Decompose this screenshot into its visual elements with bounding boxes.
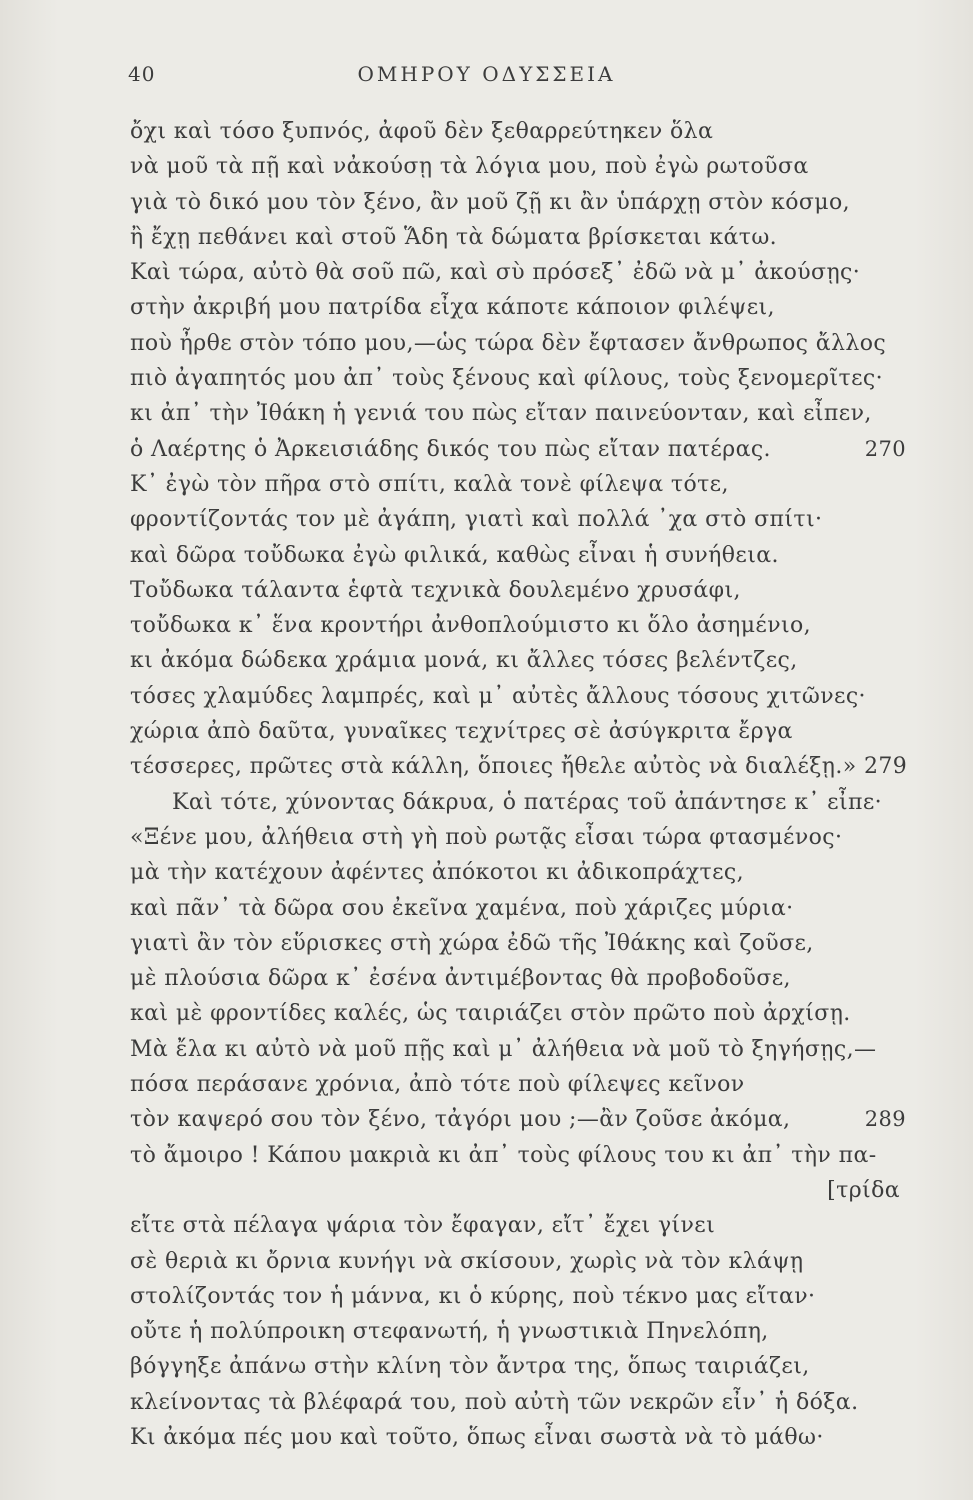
verse-text: καὶ δῶρα τοὔδωκα ἐγὼ φιλικά, καθὼς εἶναι ἡ συνήθεια. xyxy=(130,542,779,568)
verse-line xyxy=(130,608,910,643)
verse-text: σὲ θεριὰ κι ὄρνια κυνήγι νὰ σκίσουν, χωρὶς νὰ τὸν κλάψῃ xyxy=(130,1248,804,1274)
verse-text: νὰ μοῦ τὰ πῇ καὶ νἀκούσῃ τὰ λόγια μου, ποὺ ἐγὼ ρωτοῦσα xyxy=(130,154,809,180)
verse-text: κλείνοντας τὰ βλέφαρά του, ποὺ αὐτὴ τῶν νεκρῶν εἶν᾽ ἡ δόξα. xyxy=(130,1389,859,1415)
verse-text: [τρίδα xyxy=(827,1177,900,1203)
verse-line xyxy=(130,785,910,820)
verse-line xyxy=(130,820,910,855)
verse-text: στὴν ἀκριβή μου πατρίδα εἶχα κάποτε κάποιον φιλέψει, xyxy=(130,295,775,321)
verse-text: Κ᾽ ἐγὼ τὸν πῆρα στὸ σπίτι, καλὰ τονὲ φίλεψα τότε, xyxy=(130,471,729,497)
verse-line xyxy=(130,1279,910,1314)
verse-text: καὶ πᾶν᾽ τὰ δῶρα σου ἐκεῖνα χαμένα, ποὺ χάριζες μύρια· xyxy=(130,895,794,921)
verse-text: τοὔδωκα κ᾽ ἕνα κροντήρι ἀνθοπλούμιστο κι ὅλο ἀσημένιο, xyxy=(130,613,812,639)
line-number: 270 xyxy=(864,436,906,461)
verse-line xyxy=(130,432,910,467)
verse-line xyxy=(130,502,910,537)
verse-text: ποὺ ἦρθε στὸν τόπο μου,—ὡς τώρα δὲν ἔφτασεν ἄνθρωπος ἄλλος xyxy=(130,330,887,356)
verse-line xyxy=(130,679,910,714)
verse-line xyxy=(130,1102,910,1137)
verse-text: τόσες χλαμύδες λαμπρές, καὶ μ᾽ αὐτὲς ἄλλους τόσους χιτῶνες· xyxy=(130,683,866,709)
verse-line xyxy=(130,1244,910,1279)
verse-text: φροντίζοντάς τον μὲ ἀγάπη, γιατὶ καὶ πολλά ᾽χα στὸ σπίτι· xyxy=(130,507,823,533)
verse-line xyxy=(130,1032,910,1067)
verse-line xyxy=(130,220,910,255)
verse-line xyxy=(130,149,910,184)
verse-line xyxy=(130,290,910,325)
verse-text: Καὶ τότε, χύνοντας δάκρυα, ὁ πατέρας τοῦ ἀπάντησε κ᾽ εἶπε· xyxy=(172,789,883,815)
verse-line xyxy=(130,467,910,502)
verse-text: μὲ πλούσια δῶρα κ᾽ ἐσένα ἀντιμέβοντας θὰ προβοδοῦσε, xyxy=(130,966,791,992)
verse-line xyxy=(130,926,910,961)
verse-line xyxy=(130,1420,910,1455)
verse-text: γιὰ τὸ δικό μου τὸν ξένο, ἂν μοῦ ζῇ κι ἂν ὑπάρχῃ στὸν κόσμο, xyxy=(130,189,851,215)
verse-line xyxy=(130,643,910,678)
verse-text: στολίζοντάς τον ἡ μάννα, κι ὁ κύρης, ποὺ τέκνο μας εἴταν· xyxy=(130,1283,816,1309)
verse-text: καὶ μὲ φροντίδες καλές, ὡς ταιριάζει στὸν πρῶτο ποὺ ἀρχίσῃ. xyxy=(130,1001,851,1027)
poem-text-block xyxy=(130,114,910,1455)
running-title: ΟΜΗΡΟΥ ΟΔΥΣΣΕΙΑ xyxy=(357,62,616,86)
verse-text: τέσσερες, πρῶτες στὰ κάλλη, ὅποιες ἤθελε αὐτὸς νὰ διαλέξῃ.» 279 xyxy=(130,754,908,780)
verse-text: Μὰ ἔλα κι αὐτὸ νὰ μοῦ πῇς καὶ μ᾽ ἀλήθεια νὰ μοῦ τὸ ξηγήσῃς,— xyxy=(130,1036,877,1062)
verse-line xyxy=(130,749,910,784)
verse-text: Τοὔδωκα τάλαντα ἑφτὰ τεχνικὰ δουλεμένο χρυσάφι, xyxy=(130,577,741,603)
verse-line xyxy=(130,996,910,1031)
verse-line xyxy=(130,326,910,361)
verse-text: ὁ Λαέρτης ὁ Ἀρκεισιάδης δικός του πὼς εἴταν πατέρας. xyxy=(130,436,771,462)
verse-line xyxy=(130,1349,910,1384)
verse-line xyxy=(130,396,910,431)
verse-text: βόγγηξε ἀπάνω στὴν κλίνη τὸν ἄντρα της, ὅπως ταιριάζει, xyxy=(130,1354,810,1380)
verse-text: τὸν καψερό σου τὸν ξένο, τἀγόρι μου ;—ἂν ζοῦσε ἀκόμα, xyxy=(130,1107,791,1133)
verse-text: οὔτε ἡ πολύπροικη στεφανωτή, ἡ γνωστικιὰ Πηνελόπη, xyxy=(130,1319,769,1345)
verse-text: Καὶ τώρα, αὐτὸ θὰ σοῦ πῶ, καὶ σὺ πρόσεξ᾽ ἐδῶ νὰ μ᾽ ἀκούσῃς· xyxy=(130,260,861,286)
verse-line xyxy=(130,1067,910,1102)
page-header xyxy=(0,62,973,92)
verse-line xyxy=(130,855,910,890)
verse-line xyxy=(130,361,910,396)
line-number: 289 xyxy=(864,1107,906,1132)
verse-text: τὸ ἄμοιρο ! Κάπου μακριὰ κι ἀπ᾽ τοὺς φίλους του κι ἀπ᾽ τὴν πα- xyxy=(130,1142,877,1168)
verse-line xyxy=(130,114,910,149)
verse-text: ἢ ἔχῃ πεθάνει καὶ στοῦ Ἅδη τὰ δώματα βρίσκεται κάτω. xyxy=(130,224,778,250)
verse-line xyxy=(130,538,910,573)
verse-text: εἴτε στὰ πέλαγα ψάρια τὸν ἔφαγαν, εἴτ᾽ ἔχει γίνει xyxy=(130,1213,716,1239)
verse-line xyxy=(130,185,910,220)
verse-line xyxy=(130,1208,910,1243)
verse-line xyxy=(130,1385,910,1420)
verse-text: πιὸ ἀγαπητός μου ἀπ᾽ τοὺς ξένους καὶ φίλους, τοὺς ξενομερῖτες· xyxy=(130,366,884,392)
verse-text: «Ξένε μου, ἀλήθεια στὴ γὴ ποὺ ρωτᾷς εἶσαι τώρα φτασμένος· xyxy=(130,824,843,850)
verse-text: κι ἀκόμα δώδεκα χράμια μονά, κι ἄλλες τόσες βελέντζες, xyxy=(130,648,798,674)
verse-line xyxy=(130,1173,910,1208)
verse-line xyxy=(130,255,910,290)
verse-text: μὰ τὴν κατέχουν ἀφέντες ἀπόκοτοι κι ἀδικοπράχτες, xyxy=(130,860,745,886)
verse-text: χώρια ἀπὸ δαῦτα, γυναῖκες τεχνίτρες σὲ ἀσύγκριτα ἔργα xyxy=(130,719,793,745)
verse-line xyxy=(130,891,910,926)
verse-text: κι ἀπ᾽ τὴν Ἰθάκη ἡ γενιά του πὼς εἴταν παινεύονταν, καὶ εἶπεν, xyxy=(130,401,872,427)
verse-text: ὄχι καὶ τόσο ξυπνός, ἀφοῦ δὲν ξεθαρρεύτηκεν ὅλα xyxy=(130,119,714,144)
verse-line xyxy=(130,961,910,996)
verse-text: πόσα περάσανε χρόνια, ἀπὸ τότε ποὺ φίλεψες κεῖνον xyxy=(130,1072,745,1098)
verse-text: Κι ἀκόμα πές μου καὶ τοῦτο, ὅπως εἶναι σωστὰ νὰ τὸ μάθω· xyxy=(130,1424,824,1450)
verse-line xyxy=(130,573,910,608)
verse-line xyxy=(130,1314,910,1349)
page-number: 40 xyxy=(128,62,156,86)
verse-line xyxy=(130,714,910,749)
verse-line xyxy=(130,1138,910,1173)
verse-text: γιατὶ ἂν τὸν εὕρισκες στὴ χώρα ἐδῶ τῆς Ἰθάκης καὶ ζοῦσε, xyxy=(130,930,814,956)
